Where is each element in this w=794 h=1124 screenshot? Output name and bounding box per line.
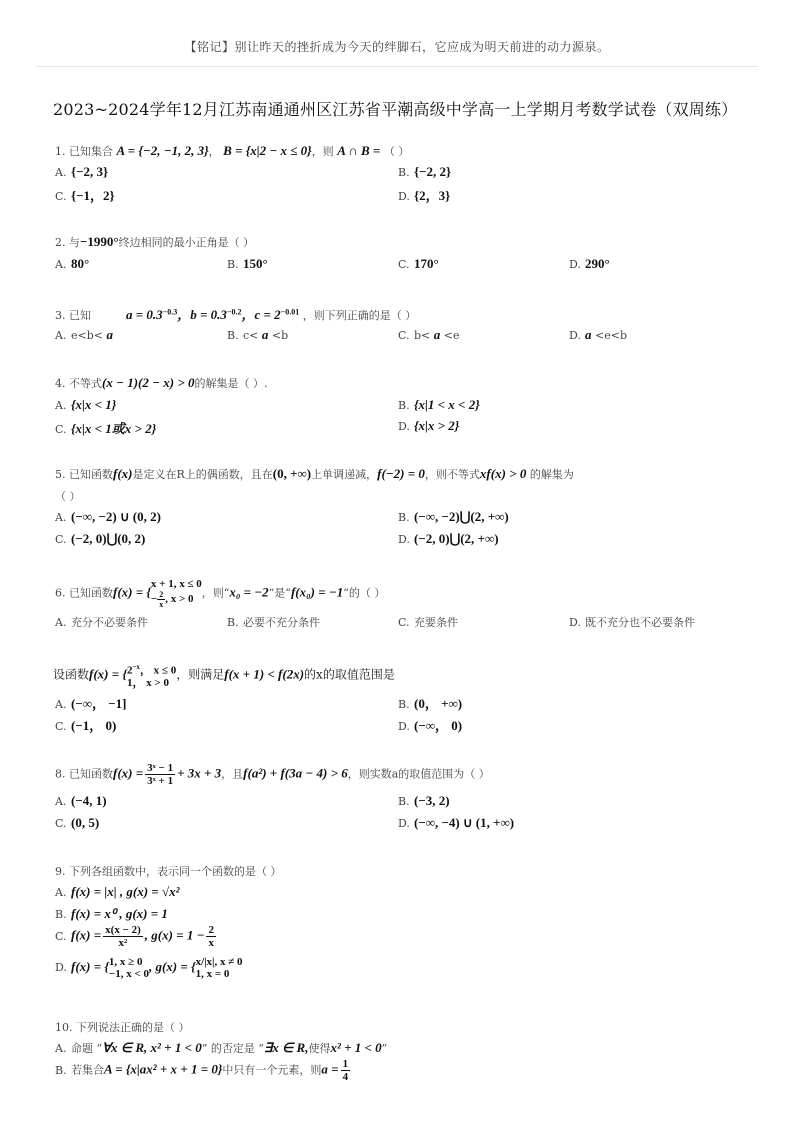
q6-case-1: x + 1, x ≤ 0 (150, 578, 202, 590)
q2-option-d[interactable] (569, 256, 610, 272)
q6-mid: ，则“ (201, 586, 230, 600)
option-text: {−2, 3} (71, 164, 109, 179)
q9-d-mid: , g(x) = { (148, 959, 196, 974)
q7-case-1-rest: ， x ≤ 0 (139, 664, 177, 677)
q3-a-exp: −0.3 (162, 307, 178, 317)
q3-c-exp: −0.01 (280, 307, 300, 317)
q9-d-g-case-2: 1, x = 0 (195, 968, 230, 980)
q10-a-mid2: 使得 (308, 1042, 331, 1055)
option-math: a (585, 327, 592, 342)
option-label: A. (55, 1042, 67, 1055)
q9-option-d[interactable] (55, 956, 243, 980)
option-label: C. (55, 533, 67, 546)
q2-option-a[interactable] (55, 256, 89, 272)
option-label: B. (398, 511, 410, 524)
q6-post: ”的（ ） (343, 586, 386, 600)
q2-option-c[interactable] (398, 256, 439, 272)
q3-post: ，则下列正确的是（ ） (302, 309, 417, 322)
q8-inequality: f(a²) + f(3a − 4) > 6 (243, 765, 348, 781)
q1-set-b: B = {x|2 − x ≤ 0} (223, 143, 312, 158)
option-label: D. (55, 961, 67, 974)
q1-option-c[interactable] (55, 185, 115, 204)
option-label: D. (398, 533, 410, 546)
motto: 【铭记】别让昨天的挫折成为今天的绊脚石，它应成为明天前进的动力源泉。 (184, 40, 610, 54)
option-label: A. (55, 795, 67, 808)
option-label: B. (55, 1063, 67, 1077)
q10-a-pre: 命题 “ (71, 1042, 103, 1055)
option-math: a (261, 327, 269, 342)
option-label: B. (398, 399, 410, 412)
q1-post: ，则 (311, 145, 334, 158)
q9-c-pre: f(x) = (71, 927, 102, 943)
q5-line2: （ ） (55, 490, 81, 503)
option-label: C. (55, 817, 67, 830)
q1-option-b[interactable] (398, 164, 451, 180)
q9-option-b[interactable] (55, 906, 168, 922)
q10-b-numerator: 1 (342, 1058, 349, 1070)
option-label: D. (398, 720, 410, 733)
option-text: (−1， 0) (71, 718, 117, 733)
q10-b-math-2: a = (321, 1061, 339, 1077)
option-label: D. (569, 329, 581, 342)
option-text: {2，3} (414, 188, 451, 203)
option-label: A. (55, 166, 67, 179)
q9-d-case-1: 1, x ≥ 0 (108, 956, 143, 968)
option-after: <e (443, 329, 460, 342)
q6-case-2-rest: , x > 0 (165, 593, 194, 606)
q5-mid: 是定义在R上的偶函数，且在 (132, 468, 273, 481)
q6-case-2-num: 2 (159, 590, 164, 599)
q6-function: f(x) = { (113, 584, 151, 600)
q7-post: 的x的取值范围是 (304, 667, 395, 682)
option-label: D. (398, 817, 410, 830)
q5-condition: f(−2) = 0 (377, 466, 425, 481)
q5-option-c[interactable] (55, 531, 145, 547)
option-text: f(x) = |x| , g(x) = √x² (71, 884, 180, 899)
option-math: a (433, 327, 441, 342)
option-text: 充分不必要条件 (71, 616, 148, 629)
q5-function: f(x) (113, 466, 133, 481)
q8-function: f(x) = (113, 765, 144, 781)
q7-case-1-exp: −x (132, 663, 140, 671)
q9-c-numerator: x(x − 2) (105, 924, 141, 936)
option-after: <e<b (595, 329, 627, 342)
q8-option-c[interactable] (55, 815, 99, 831)
question-5 (55, 466, 574, 482)
option-text: {x|x < 1} (71, 397, 117, 412)
q10-a-post: ” (381, 1042, 388, 1055)
question-7 (53, 661, 395, 689)
q10-a-math-2: ∃x ∈ R, (263, 1040, 309, 1055)
option-text: {−2, 2} (414, 164, 452, 179)
q10-option-b[interactable] (55, 1058, 352, 1083)
option-text: 290° (585, 256, 610, 271)
q3-option-d[interactable] (569, 327, 627, 343)
q9-c-denominator-2: x (208, 937, 214, 949)
q4-post: 的解集是（ ）. (194, 377, 268, 390)
option-label: A. (55, 886, 67, 899)
q3-b-exp: −0.2 (226, 307, 242, 317)
question-1 (55, 143, 409, 159)
q6-option-a[interactable] (55, 614, 148, 630)
q10-a-mid: ” 的否定是 “ (201, 1042, 264, 1055)
option-text: (−∞， 0) (414, 718, 463, 733)
option-text: (−2, 0)⋃(2, +∞) (414, 531, 499, 546)
q8-rest: + 3x + 3 (177, 765, 222, 781)
q10-option-a[interactable] (55, 1040, 387, 1056)
q8-post: ，则实数a的取值范围为（ ） (347, 767, 490, 781)
option-text: c< (243, 329, 259, 342)
q3-a-def: a = 0.3 (126, 307, 163, 322)
q7-option-c[interactable] (55, 715, 116, 734)
q10-a-math-1: ∀x ∈ R, x² + 1 < 0 (102, 1040, 202, 1055)
q2-option-b[interactable] (227, 256, 268, 272)
q1-option-d[interactable] (398, 185, 450, 204)
option-text: {x|x > 2} (414, 418, 460, 433)
q3-b-def: ，b = 0.3 (177, 307, 227, 322)
option-text: (0, 5) (71, 815, 100, 830)
q1-prefix: 1. 已知集合 (55, 145, 113, 158)
q6-case-2-den: x (159, 600, 164, 609)
q1-sep: ， (208, 145, 220, 158)
q7-prefix: 设函数 (53, 667, 90, 682)
q9-d-case-2: −1, x < 0 (108, 968, 149, 980)
q5-prefix: 5. 已知函数 (55, 468, 113, 481)
option-text: {x|1 < x < 2} (414, 397, 480, 412)
q2-post: 终边相同的最小正角是（ ） (118, 236, 255, 249)
q6-cases (151, 578, 202, 609)
q7-mid: ，则满足 (176, 667, 225, 682)
q4-option-d[interactable] (398, 418, 459, 434)
q3-prefix: 3. 已知 (55, 309, 91, 322)
q9-c-numerator-2: 2 (208, 924, 214, 936)
option-label: C. (398, 616, 410, 629)
option-text: {x|x < 1或x > 2} (71, 421, 157, 436)
q9-d-cases-f (109, 956, 149, 980)
q7-cases (127, 661, 176, 689)
q7-option-d[interactable] (398, 715, 462, 734)
option-label: B. (55, 908, 67, 921)
option-text: f(x) = x⁰ , g(x) = 1 (71, 906, 168, 921)
option-label: D. (398, 420, 410, 433)
question-9: 9. 下列各组函数中，表示同一个函数的是（ ） (55, 865, 282, 878)
q8-option-b[interactable] (398, 793, 450, 809)
q7-case-1: 2 (126, 664, 133, 677)
q10-b-mid: 中只有一个元素，则 (222, 1063, 322, 1077)
option-text: (0， +∞) (414, 696, 463, 711)
q5-option-a[interactable] (55, 509, 161, 525)
question-10: 10. 下列说法正确的是（ ） (55, 1021, 190, 1034)
q8-prefix: 8. 已知函数 (55, 767, 113, 781)
option-label: D. (569, 616, 581, 629)
q4-option-b[interactable] (398, 397, 480, 413)
q4-option-a[interactable] (55, 397, 116, 413)
q6-cond-1: x₀ = −2 (229, 584, 269, 600)
option-text: 80° (71, 256, 90, 271)
q8-fraction (145, 762, 175, 787)
q3-c-def: ，c = 2 (241, 307, 281, 322)
option-label: A. (55, 329, 67, 342)
q6-mid2: ”是“ (268, 586, 291, 600)
q1-tail: （ ） (383, 145, 410, 158)
option-text: b< (414, 329, 431, 342)
q4-expression: (x − 1)(2 − x) > 0 (102, 375, 195, 390)
option-label: A. (55, 511, 67, 524)
question-4 (55, 375, 267, 391)
header-divider (36, 66, 758, 67)
q6-option-d[interactable] (569, 614, 695, 630)
q3-option-a[interactable] (55, 327, 113, 343)
option-after: <b (271, 329, 289, 342)
option-text: e<b< (71, 329, 103, 342)
option-text: 170° (414, 256, 439, 271)
option-label: A. (55, 616, 67, 629)
option-label: C. (55, 423, 67, 436)
option-text: (−2, 0)⋃(0, 2) (71, 531, 146, 546)
q7-case-2: 1， x > 0 (126, 676, 169, 689)
q5-post: 的解集为 (529, 468, 574, 481)
page-title: 2023~2024学年12月江苏南通通州区江苏省平潮高级中学高一上学期月考数学试卷（双周练） (53, 100, 738, 119)
q9-option-a[interactable] (55, 884, 179, 900)
q5-option-d[interactable] (398, 531, 499, 547)
option-label: D. (398, 190, 410, 203)
option-text: {−1，2} (71, 188, 115, 203)
q3-option-b[interactable] (227, 327, 288, 343)
q7-function: f(x) = { (89, 666, 127, 682)
q9-d-pre: f(x) = { (71, 959, 109, 974)
question-6 (55, 578, 385, 609)
option-label: C. (398, 258, 410, 271)
q9-d-cases-g (196, 956, 243, 980)
option-text: (−3, 2) (414, 793, 450, 808)
question-8 (55, 762, 490, 787)
option-label: C. (55, 190, 67, 203)
option-label: B. (227, 329, 239, 342)
q9-option-c[interactable] (55, 924, 218, 949)
option-label: B. (227, 616, 239, 629)
question-3 (55, 304, 416, 323)
q3-option-c[interactable] (398, 327, 460, 343)
q10-b-denominator: 4 (342, 1071, 349, 1083)
q2-angle: −1990° (80, 234, 119, 249)
option-label: B. (398, 795, 410, 808)
q7-option-b[interactable] (398, 693, 462, 712)
question-2 (55, 234, 254, 250)
q2-prefix: 2. 与 (55, 236, 80, 249)
q1-intersection: A ∩ B = (337, 143, 381, 158)
option-text: 既不充分也不必要条件 (585, 616, 695, 629)
option-text: (−∞, −2)⋃(2, +∞) (414, 509, 509, 524)
q6-option-b[interactable] (227, 614, 320, 630)
q1-option-a[interactable] (55, 164, 108, 180)
option-label: D. (569, 258, 581, 271)
q7-inequality: f(x + 1) < f(2x) (224, 666, 305, 682)
option-text: 必要不充分条件 (243, 616, 320, 629)
q8-denominator: 3ˣ + 1 (147, 775, 174, 787)
q9-c-fraction-1 (103, 924, 143, 949)
q6-cond-2: f(x₀) = −1 (290, 584, 344, 600)
q5-inequality: xf(x) > 0 (479, 466, 527, 481)
option-label: C. (398, 329, 410, 342)
q6-prefix: 6. 已知函数 (55, 586, 113, 600)
q6-option-c[interactable] (398, 614, 458, 630)
q9-c-mid: , g(x) = 1 − (144, 927, 205, 943)
q5-mid3: ，则不等式 (424, 468, 480, 481)
q9-d-g-case-1: x/|x|, x ≠ 0 (195, 956, 243, 968)
q10-b-fraction (341, 1058, 351, 1083)
option-text: (−4, 1) (71, 793, 107, 808)
q7-option-a[interactable] (55, 693, 127, 712)
q5-option-b[interactable] (398, 509, 509, 525)
option-label: B. (398, 698, 410, 711)
option-text: (−∞, −2) ∪ (0, 2) (71, 509, 161, 524)
option-text: 充要条件 (414, 616, 458, 629)
option-math: a (106, 327, 113, 342)
option-label: C. (55, 720, 67, 733)
q9-c-denominator: x² (118, 937, 128, 949)
q6-case-2-sign: − (150, 593, 158, 606)
q4-option-c[interactable] (55, 418, 156, 437)
option-label: B. (398, 166, 410, 179)
q10-b-pre: 若集合 (71, 1063, 104, 1077)
q8-option-a[interactable] (55, 793, 107, 809)
q5-interval: (0, +∞) (272, 466, 312, 481)
option-label: C. (55, 929, 67, 943)
option-text: 150° (243, 256, 268, 271)
q10-b-math-1: A = {x|ax² + x + 1 = 0} (104, 1061, 223, 1077)
q1-set-a: A = {−2, −1, 2, 3} (116, 143, 209, 158)
q4-prefix: 4. 不等式 (55, 377, 102, 390)
q8-mid: ，且 (221, 767, 244, 781)
q8-option-d[interactable] (398, 815, 514, 831)
option-label: A. (55, 399, 67, 412)
q9-c-fraction-2 (206, 924, 216, 949)
option-label: A. (55, 698, 67, 711)
q5-mid2: 上单调递减， (311, 468, 378, 481)
option-text: (−∞， −1] (71, 696, 127, 711)
q8-numerator: 3ˣ − 1 (147, 762, 174, 774)
option-label: A. (55, 258, 67, 271)
option-text: (−∞, −4) ∪ (1, +∞) (414, 815, 515, 830)
q10-a-math-3: x² + 1 < 0 (330, 1040, 382, 1055)
option-label: B. (227, 258, 239, 271)
